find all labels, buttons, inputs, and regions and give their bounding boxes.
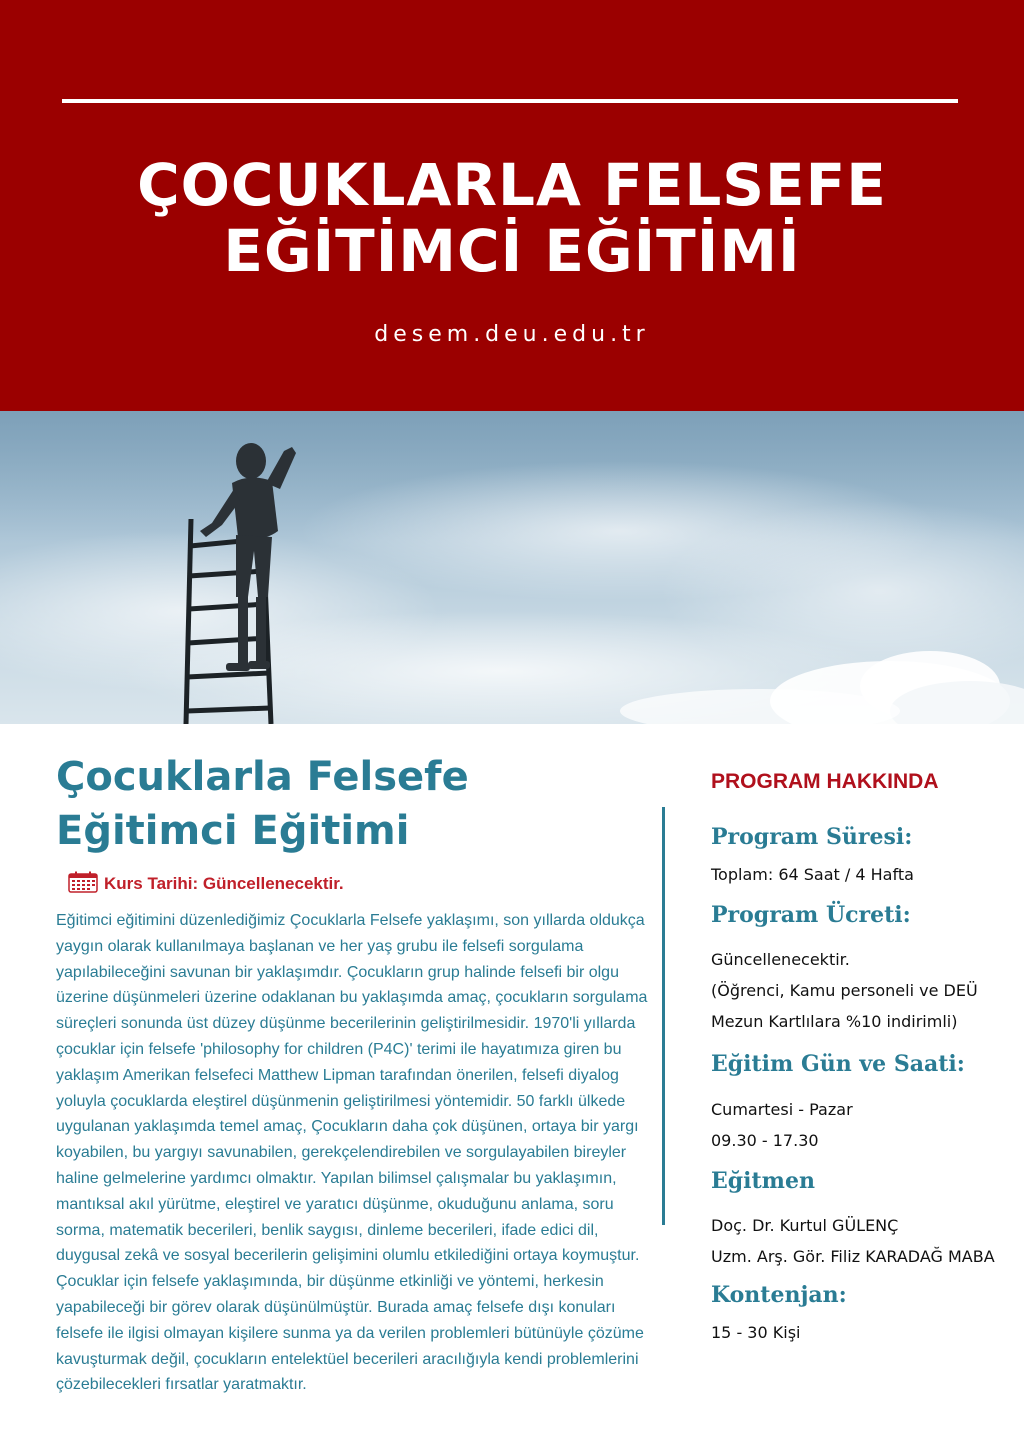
section-title-line-2: Eğitimci Eğitimi xyxy=(56,808,410,854)
column-divider xyxy=(662,807,665,1225)
schedule-hours: 09.30 - 17.30 xyxy=(711,1131,819,1150)
fee-details xyxy=(711,944,1021,1037)
capacity-value: 15 - 30 Kişi xyxy=(711,1323,801,1342)
calendar-icon xyxy=(68,871,98,897)
schedule-title: Eğitim Gün ve Saati: xyxy=(711,1051,965,1077)
course-date-text: Kurs Tarihi: Güncellenecektir. xyxy=(104,874,344,893)
section-title xyxy=(56,750,616,858)
fee-line-3: Mezun Kartlılara %10 indirimli) xyxy=(711,1012,958,1031)
page-title-line-1: ÇOCUKLARLA FELSEFE xyxy=(137,151,887,219)
trainer-title: Eğitmen xyxy=(711,1168,815,1194)
trainer-details xyxy=(711,1210,1021,1272)
page-title-line-2: EĞİTİMCİ EĞİTİMİ xyxy=(223,217,801,285)
fee-line-1: Güncellenecektir. xyxy=(711,950,850,969)
program-heading: PROGRAM HAKKINDA xyxy=(711,770,939,793)
schedule-days: Cumartesi - Pazar xyxy=(711,1100,853,1119)
header-rule xyxy=(62,99,958,103)
fee-line-2: (Öğrenci, Kamu personeli ve DEÜ xyxy=(711,981,978,1000)
website-url[interactable]: desem.deu.edu.tr xyxy=(374,322,650,347)
course-date xyxy=(68,872,344,896)
schedule-details xyxy=(711,1094,1021,1156)
trainer-1: Doç. Dr. Kurtul GÜLENÇ xyxy=(711,1216,899,1235)
duration-title: Program Süresi: xyxy=(711,824,913,850)
hero-illustration xyxy=(0,411,1024,724)
trainer-2: Uzm. Arş. Gör. Filiz KARADAĞ MABA xyxy=(711,1247,995,1266)
page-title xyxy=(0,152,1024,284)
capacity-title: Kontenjan: xyxy=(711,1282,847,1308)
header-banner xyxy=(0,0,1024,411)
fee-title: Program Ücreti: xyxy=(711,902,911,928)
description-text: Eğitimci eğitimini düzenlediğimiz Çocuklarla Felsefe yaklaşımı, son yıllarda oldukça yaygın olarak kullanılmaya başlanan ve her yaş grubu ile felsefi sorgulama yapılabileceğini savunan bir yaklaşımdır. Çocukların grup halinde felsefi bir olgu üzerine düşünmeleri üzerine odaklanan bu yaklaşımda amaç, çocukların sorgulama süreçleri sonunda üst düzey düşünme becerilerinin geliştirilmesidir. 1970'li yıllarda çocuklar için felsefe 'philosophy for children (P4C)' terimi ile hayatımıza giren bu yaklaşım Amerikan felsefeci Matthew Lipman tarafından önerilen, felsefi diyalog yoluyla çocuklarda eleştirel düşünmenin geliştirilmesi yöntemidir. 50 farklı ülkede uygulanan yaklaşımda temel amaç, Çocukların daha çok düşünen, ortaya bir yargı koyabilen, bu yargıyı savunabilen, gerekçelendirebilen ve sorgulayabilen bireyler haline gelmelerine yardımcı olmaktır. Yapılan bilimsel çalışmalar bu yaklaşımın, mantıksal akıl yürütme, eleştirel ve yaratıcı düşünme, okuduğunu anlama, soru sorma, matematik becerileri, benlik saygısı, dinleme becerileri, ifade edici dil, duygusal zekâ ve sosyal becerilerin gelişimini olumlu etkilediğini ortaya koymuştur. Çocuklar için felsefe yaklaşımında, bir düşünme etkinliği ve yöntemi, herkesin yapabileceği bir görev olarak düşünülmüştür. Burada amaç felsefe dışı konuları felsefe ile ilgisi olmayan kişilere sunma ya da verilen problemleri bütünüyle çözüme kavuşturmak değil, çocukların entelektüel becerileri aracılığıyla kendi problemlerini çözebilecekleri fırsatlar yaratmaktır. xyxy=(56,912,648,1394)
hero-photo xyxy=(0,411,1024,724)
duration-value: Toplam: 64 Saat / 4 Hafta xyxy=(711,865,914,884)
section-title-line-1: Çocuklarla Felsefe xyxy=(56,754,469,800)
